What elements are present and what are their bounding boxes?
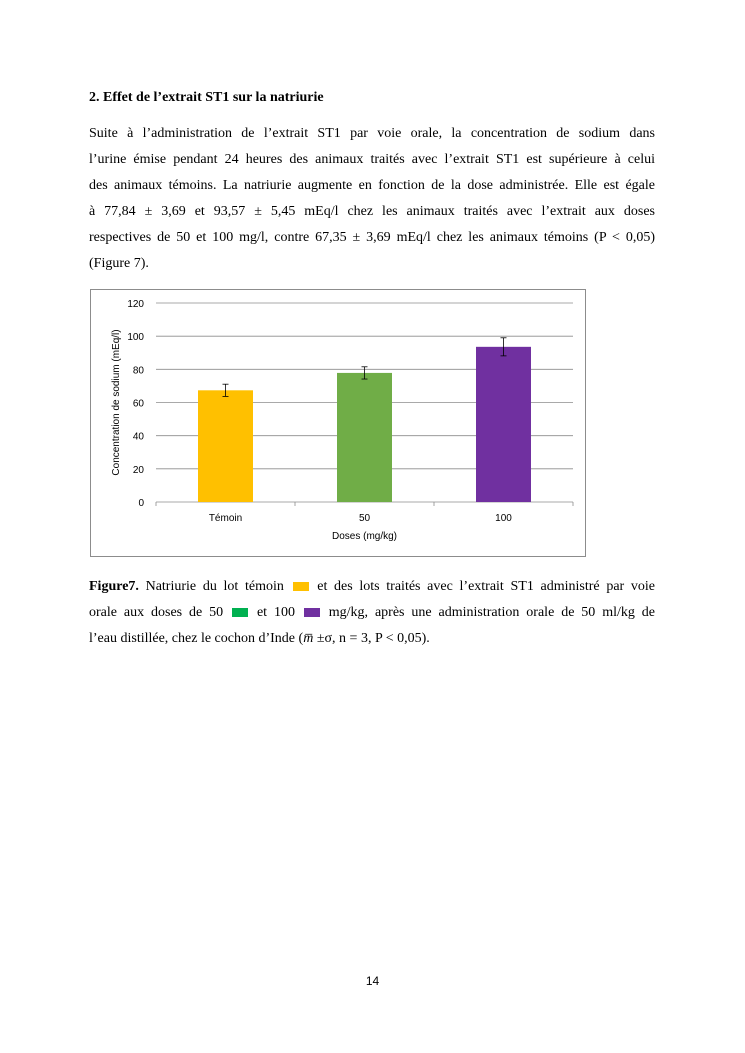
body-paragraph xyxy=(89,121,655,277)
caption-text: Natriurie du lot témoin xyxy=(138,579,291,594)
x-tick-label: Témoin xyxy=(208,513,243,524)
y-tick-label: 120 xyxy=(127,299,144,310)
bar xyxy=(198,390,253,502)
page-number: 14 xyxy=(365,974,380,988)
y-tick-label: 40 xyxy=(132,431,144,443)
caption-label: Figure7. xyxy=(89,579,139,594)
caption-line-2 xyxy=(89,600,655,626)
paragraph-line: l’urine émise pendant 24 heures des animaux traités avec l’extrait ST1 est supérieure à celui xyxy=(89,152,655,167)
paragraph-line: des animaux témoins. La natriurie augmente en fonction de la dose administrée. Elle est égale xyxy=(89,178,655,193)
y-axis-label: Concentration de sodium (mEq/l) xyxy=(111,329,122,476)
caption-text: l’eau distillée, chez le cochon d’Inde ( xyxy=(89,631,304,646)
section-heading: 2. Effet de l’extrait ST1 sur la natriurie xyxy=(89,90,324,105)
caption-line-1 xyxy=(89,574,655,600)
y-tick-label: 100 xyxy=(127,332,144,344)
mean-symbol: m̅ xyxy=(303,631,314,646)
caption-text: et des lots traités avec l’extrait ST1 administré par voie xyxy=(310,579,655,594)
caption-text: ±σ, n = 3, P < 0,05). xyxy=(313,631,430,646)
dose-50-swatch xyxy=(232,608,248,617)
bar xyxy=(476,347,531,502)
figure-caption xyxy=(89,574,655,652)
caption-line-3 xyxy=(89,626,655,652)
bar-chart-frame xyxy=(90,289,586,557)
x-tick-label: 50 xyxy=(358,513,371,524)
x-tick-label: 100 xyxy=(495,513,512,524)
bar xyxy=(337,373,392,502)
paragraph-line: à 77,84 ± 3,69 et 93,57 ± 5,45 mEq/l chez les animaux traités avec l’extrait aux doses xyxy=(89,204,655,219)
bar-chart xyxy=(91,290,585,556)
x-axis-label: Doses (mg/kg) xyxy=(331,531,398,542)
paragraph-line: respectives de 50 et 100 mg/l, contre 67,35 ± 3,69 mEq/l chez les animaux témoins (P < 0,05) xyxy=(89,230,655,245)
paragraph-line: (Figure 7). xyxy=(89,256,149,271)
y-tick-label: 80 xyxy=(132,365,144,377)
caption-text: mg/kg, après une administration orale de 50 ml/kg de xyxy=(321,605,655,620)
paragraph-line: Suite à l’administration de l’extrait ST1 par voie orale, la concentration de sodium dans xyxy=(89,126,655,141)
caption-text: et 100 xyxy=(250,605,302,620)
y-tick-label: 0 xyxy=(138,498,144,509)
dose-100-swatch xyxy=(304,608,320,617)
caption-text: orale aux doses de 50 xyxy=(89,605,231,620)
y-tick-label: 60 xyxy=(132,398,144,410)
control-swatch xyxy=(293,582,309,591)
y-tick-label: 20 xyxy=(132,464,144,476)
